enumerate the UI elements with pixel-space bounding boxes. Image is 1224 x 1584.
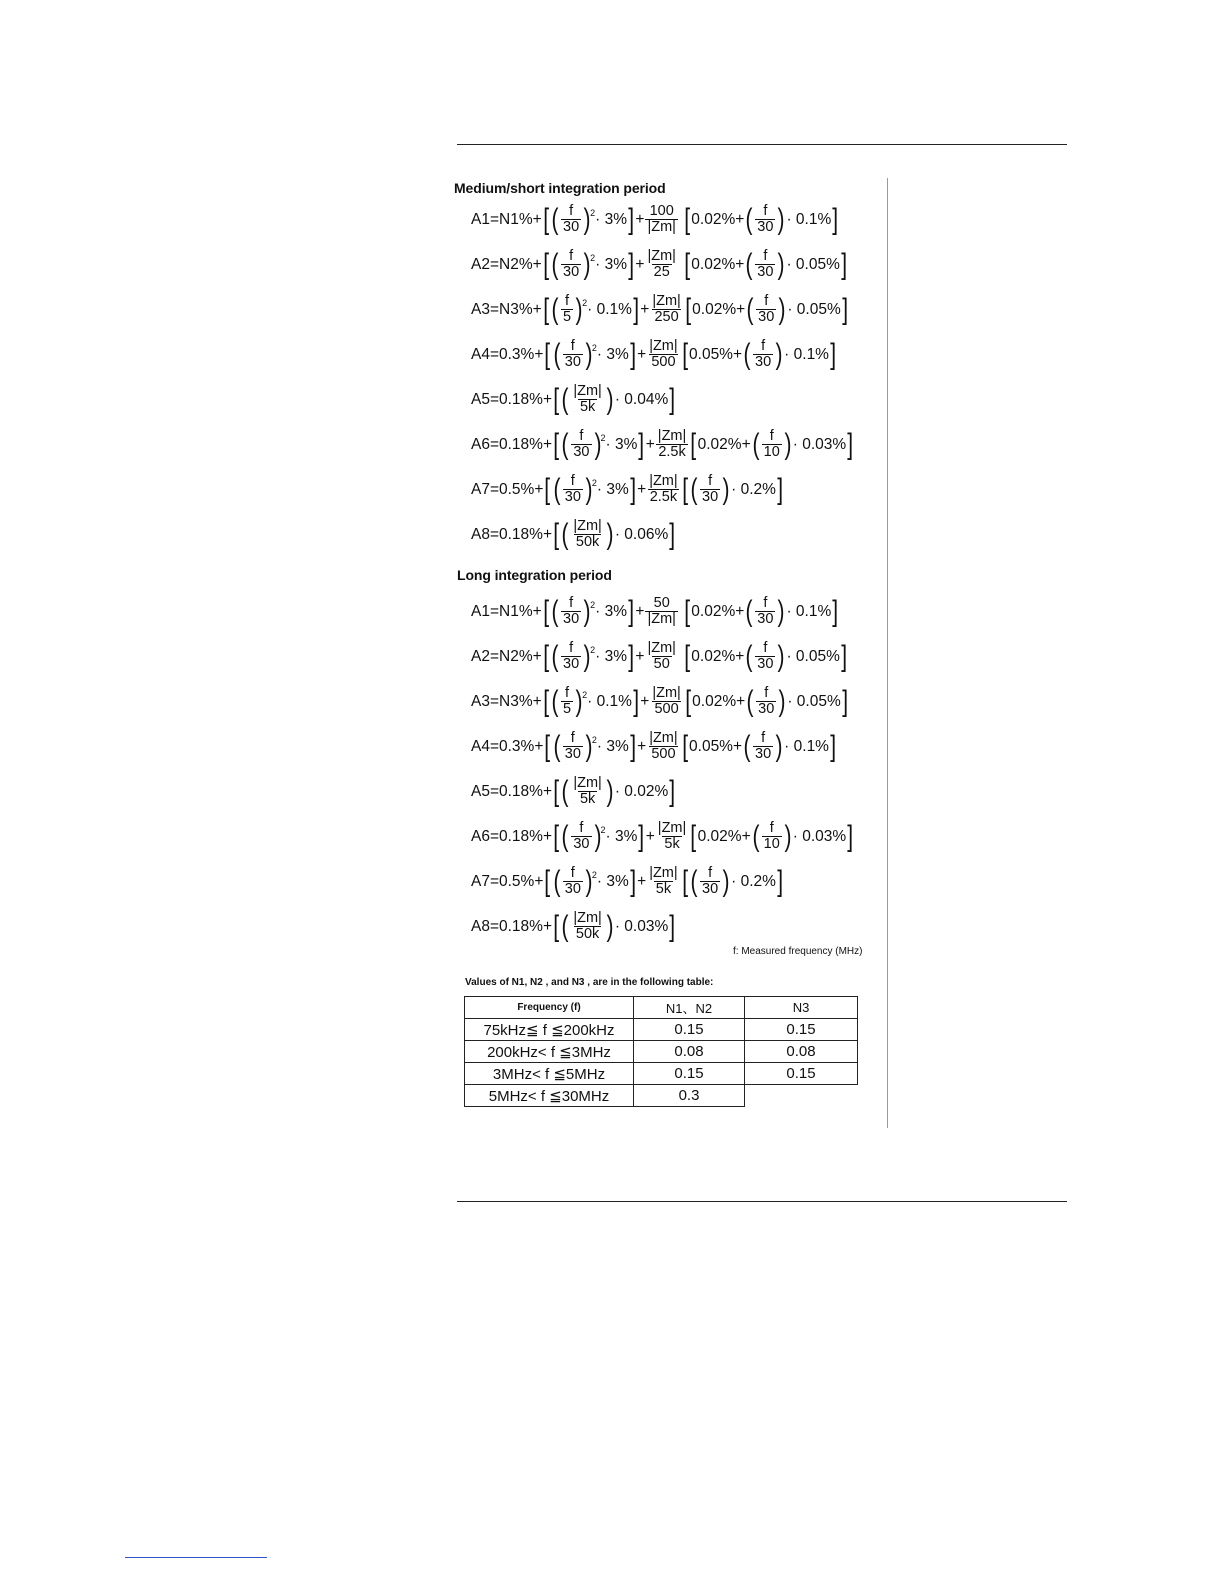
ms-a4-lhs: A4=0.3%+: [471, 345, 544, 363]
table-row: 5MHz< f ≦30MHz 0.3: [465, 1085, 858, 1107]
ms-equation-a3: A3=N3%+ ( [ $\frac{f}{5}$ ) 2 · 0.1% ] + $\frac{|Zm|}{250}$ [ 0.02%+ ( $\frac{f}{30}$ ) · 0.05% ]: [471, 294, 849, 325]
ms-a1-f1: ( [ f: [569, 203, 574, 219]
ms-equation-a6: A6=0.18%+ ( [ $\frac{f}{30}$ ) 2 · 3% ] + $\frac{|Zm|}{2.5k}$ [ 0.02%+ ( $\frac{f}{10}$ ) · 0.03% ]: [471, 429, 855, 460]
table-row: 200kHz< f ≦3MHz 0.08 0.08: [465, 1041, 858, 1063]
ms-equation-a2: A2=N2%+ ( [ $\frac{f}{30}$ ) 2 · 3% ] + $\frac{|Zm|}{25}$ [ 0.02%+ ( $\frac{f}{30}$ ) · 0.05% ]: [471, 249, 848, 280]
long-equation-a7: A7=0.5%+ ( [ $\frac{f}{30}$ ) 2 · 3% ] + $\frac{|Zm|}{5k}$ ( [ $\frac{f}{30}$ ) · 0.2% ]: [471, 866, 784, 897]
ms-a1-c1: [ 0.02%+: [691, 210, 745, 228]
ms-equation-a1: A1=N1%+ ( [ $\frac{f}{30}$ ) 2 · 3% ] + $\frac{100}{|Zm|}$ [ 0.02%+ ( $\frac{f}{30}$ ) · 0.1% ]: [471, 204, 840, 235]
n-values-table: [464, 996, 858, 1107]
col-header-frequency: Frequency (f): [465, 997, 634, 1019]
right-column-divider: [887, 178, 888, 1128]
medium-short-heading: Medium/short integration period: [454, 180, 666, 196]
footer-link-underline: [125, 1557, 267, 1558]
ms-a1-num100: 100: [649, 203, 674, 219]
ms-a2-den: 25: [653, 264, 670, 281]
ms-equation-a4: A4=0.3%+ ( [ $\frac{f}{30}$ ) 2 · 3% ] + $\frac{|Zm|}{500}$ [ 0.05%+ ( $\frac{f}{30}$ ) · 0.1% ]: [471, 339, 837, 370]
long-equation-a8: A8=0.18%+ ( [ $\frac{|Zm|}{50k}$ ) · 0.03% ]: [471, 911, 677, 942]
long-equation-a2: A2=N2%+ ( [ $\frac{f}{30}$ ) 2 · 3% ] + $\frac{|Zm|}{50}$ [ 0.02%+ ( $\frac{f}{30}$ ) · 0.05% ]: [471, 641, 848, 672]
ms-a1-term4: · 0.1%: [786, 210, 832, 228]
ms-equation-a7: A7=0.5%+ ( [ $\frac{f}{30}$ ) 2 · 3% ] + $\frac{|Zm|}{2.5k}$ ( [ $\frac{f}{30}$ ) · 0.2% ]: [471, 474, 784, 505]
ms-equation-a8: A8=0.18%+ ( [ $\frac{|Zm|}{50k}$ ) · 0.06% ]: [471, 519, 677, 550]
long-equation-a6: A6=0.18%+ ( [ $\frac{f}{30}$ ) 2 · 3% ] + $\frac{|Zm|}{5k}$ [ 0.02%+ ( $\frac{f}{10}$ ) · 0.03% ]: [471, 821, 855, 852]
ms-a7-lhs: A7=0.5%+: [471, 480, 544, 498]
long-equation-a5: A5=0.18%+ ( [ $\frac{|Zm|}{5k}$ ) · 0.02% ]: [471, 776, 677, 807]
long-equation-a1: A1=N1%+ ( [ $\frac{f}{30}$ ) 2 · 3% ] + $\frac{50}{|Zm|}$ [ 0.02%+ ( $\frac{f}{30}$ ) · 0.1% ]: [471, 596, 840, 627]
table-row: 3MHz< f ≦5MHz 0.15 0.15: [465, 1063, 858, 1085]
long-equation-a4: A4=0.3%+ ( [ $\frac{f}{30}$ ) 2 · 3% ] + $\frac{|Zm|}{500}$ [ 0.05%+ ( $\frac{f}{30}$ ) · 0.1% ]: [471, 731, 837, 762]
col-header-n1-n2: N1、N2: [634, 997, 745, 1019]
ms-a8-lhs: A8=0.18%+: [471, 525, 553, 543]
table-row: 75kHz≦ f ≦200kHz 0.15 0.15: [465, 1019, 858, 1041]
ms-a3-lhs: A3=N3%+: [471, 300, 542, 318]
ms-a1-d30: 30: [563, 219, 580, 236]
long-heading: Long integration period: [457, 567, 612, 583]
ms-a5-lhs: A5=0.18%+: [471, 390, 553, 408]
table-header-row: [465, 997, 858, 1019]
long-equation-a3: A3=N3%+ ( [ $\frac{f}{5}$ ) 2 · 0.1% ] + $\frac{|Zm|}{500}$ [ 0.02%+ ( $\frac{f}{30}$ ) · 0.05% ]: [471, 686, 849, 717]
ms-a1-zm: |Zm|: [647, 219, 676, 236]
ms-a1-bracket-2: [ 0.02%+ ( $\frac{f}{30}$ ) · 0.1% ]: [683, 204, 840, 235]
ms-a6-lhs: A6=0.18%+: [471, 435, 553, 453]
col-header-n3: N3: [745, 997, 858, 1019]
frequency-footnote: f: Measured frequency (MHz): [733, 946, 863, 957]
ms-a1-square: 2: [590, 208, 596, 218]
ms-equation-a5: A5=0.18%+ ( [ $\frac{|Zm|}{5k}$ ) · 0.04% ]: [471, 384, 677, 415]
ms-a1-term3: · 3%: [595, 210, 628, 228]
ms-a2-lhs: A2=N2%+: [471, 255, 542, 273]
top-rule: [457, 144, 1067, 145]
ms-a1-lhs: A1=N1%+: [471, 210, 542, 228]
table-intro: Values of N1, N2 , and N3 , are in the following table:: [465, 977, 714, 988]
ms-a1-bracket-1: [542, 204, 636, 235]
bottom-rule: [457, 1201, 1067, 1202]
